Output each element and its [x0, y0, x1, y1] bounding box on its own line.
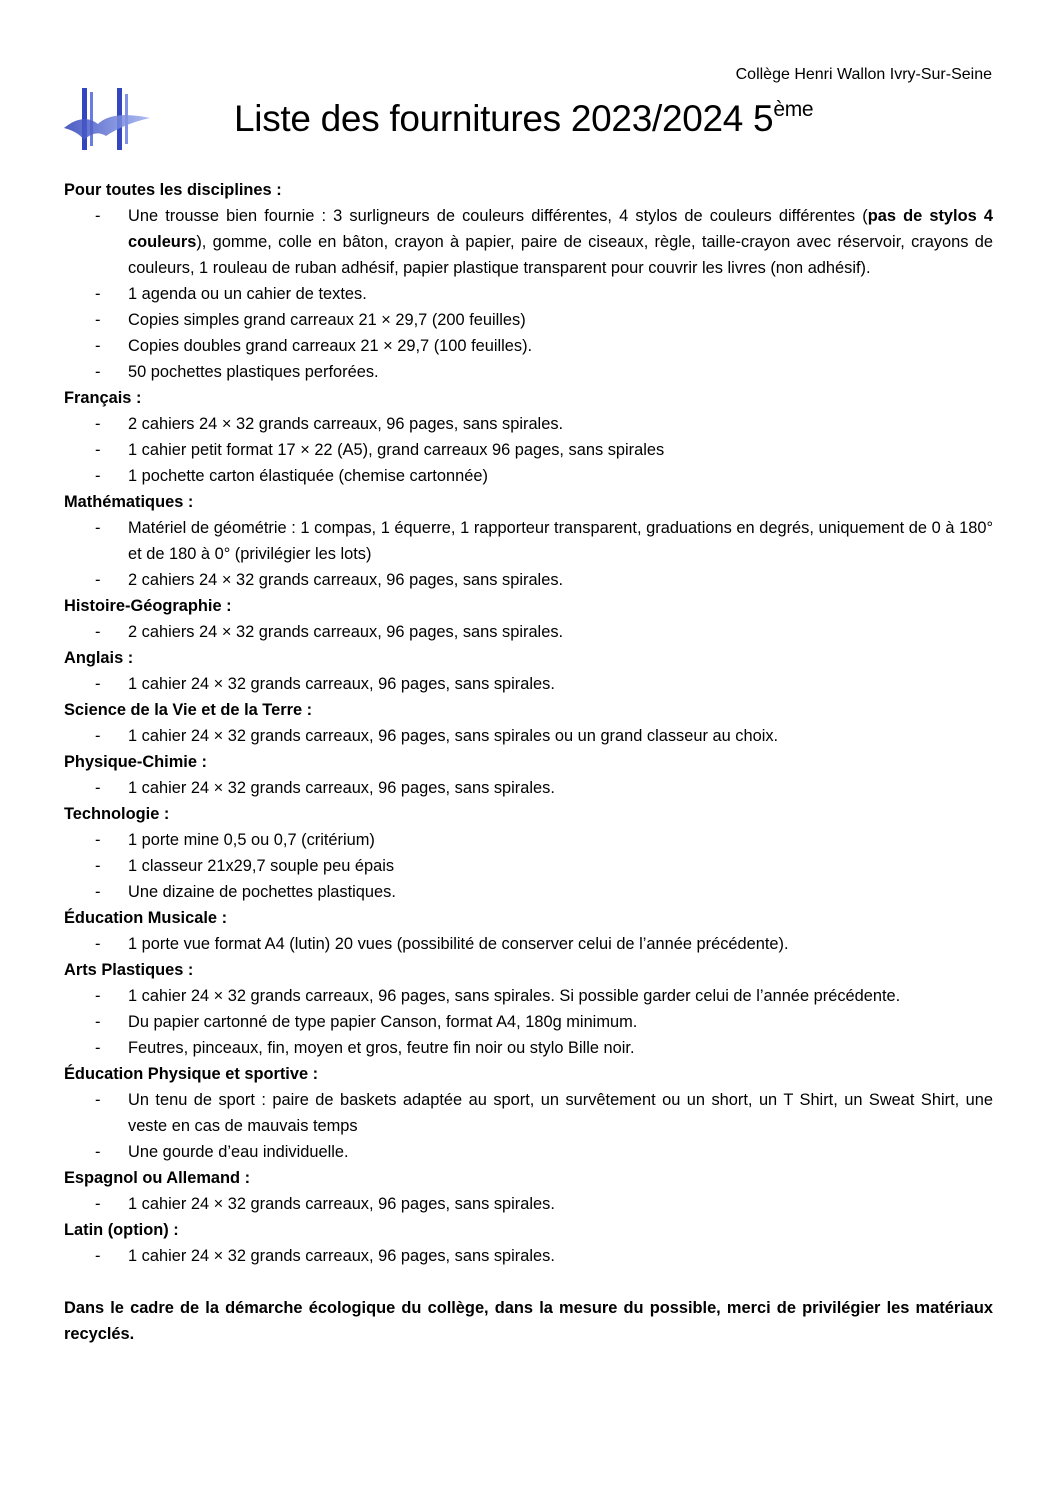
item-text: 1 agenda ou un cahier de textes. — [128, 285, 367, 303]
list-item — [64, 1243, 993, 1269]
subject-section — [64, 385, 993, 489]
item-text: 1 cahier 24 × 32 grands carreaux, 96 pages, sans spirales. — [128, 675, 555, 693]
item-text: 1 classeur 21x29,7 souple peu épais — [128, 857, 395, 875]
school-name: Collège Henri Wallon Ivry-Sur-Seine — [735, 66, 992, 83]
item-text: 2 cahiers 24 × 32 grands carreaux, 96 pages, sans spirales. — [128, 623, 564, 641]
subject-section — [64, 801, 993, 905]
emphasis-text: pas de stylos 4 couleurs — [128, 207, 993, 251]
supply-items — [64, 723, 993, 749]
item-text: 2 cahiers 24 × 32 grands carreaux, 96 pages, sans spirales. — [128, 415, 564, 433]
subject-section — [64, 489, 993, 593]
subject-section — [64, 905, 993, 957]
list-item — [64, 567, 993, 593]
page-title — [234, 98, 813, 140]
list-item — [64, 203, 993, 281]
item-text: Une dizaine de pochettes plastiques. — [128, 883, 396, 901]
item-text: 1 porte mine 0,5 ou 0,7 (critérium) — [128, 831, 375, 849]
list-item — [64, 1087, 993, 1139]
supply-items — [64, 1243, 993, 1269]
supply-items — [64, 411, 993, 489]
subject-title: Technologie : — [64, 805, 170, 823]
list-item — [64, 879, 993, 905]
supply-items — [64, 931, 993, 957]
subject-title: Éducation Physique et sportive : — [64, 1065, 319, 1083]
item-text: 50 pochettes plastiques perforées. — [128, 363, 379, 381]
list-item — [64, 437, 993, 463]
subject-section — [64, 1165, 993, 1217]
item-text: ), gomme, colle en bâton, crayon à papier, paire de ciseaux, règle, taille-crayon avec réservoir, crayons de couleurs, 1 rouleau de ruban adhésif, papier plastique transparent pour couvrir les livres (non adhésif). — [128, 233, 993, 277]
list-item — [64, 931, 993, 957]
subject-title: Latin (option) : — [64, 1221, 179, 1239]
subject-title: Mathématiques : — [64, 493, 194, 511]
item-text: 1 cahier 24 × 32 grands carreaux, 96 pages, sans spirales. Si possible garder celui de l’année précédente. — [128, 987, 901, 1005]
list-item — [64, 359, 993, 385]
supply-items — [64, 775, 993, 801]
supply-items — [64, 983, 993, 1061]
item-text: Feutres, pinceaux, fin, moyen et gros, feutre fin noir ou stylo Bille noir. — [128, 1039, 635, 1057]
item-text: 1 cahier 24 × 32 grands carreaux, 96 pages, sans spirales ou un grand classeur au choix. — [128, 727, 779, 745]
supply-items — [64, 1191, 993, 1217]
subject-section — [64, 645, 993, 697]
item-text: Une trousse bien fournie : 3 surligneurs de couleurs différentes, 4 stylos de couleurs différentes ( — [128, 207, 868, 225]
list-item — [64, 723, 993, 749]
title-text: Liste des fournitures 2023/2024 5 — [234, 98, 774, 139]
list-item — [64, 671, 993, 697]
supply-items — [64, 619, 993, 645]
item-text: Copies simples grand carreaux 21 × 29,7 (200 feuilles) — [128, 311, 526, 329]
list-item — [64, 1009, 993, 1035]
list-item — [64, 463, 993, 489]
list-item — [64, 1035, 993, 1061]
supply-items — [64, 1087, 993, 1165]
subject-section — [64, 957, 993, 1061]
supply-items — [64, 827, 993, 905]
item-text: 1 cahier petit format 17 × 22 (A5), grand carreaux 96 pages, sans spirales — [128, 441, 665, 459]
title-superscript: ème — [773, 98, 814, 121]
item-text: Du papier cartonné de type papier Canson, format A4, 180g minimum. — [128, 1013, 638, 1031]
subject-title: Physique-Chimie : — [64, 753, 207, 771]
supplies-list — [64, 177, 993, 1347]
item-text: 1 cahier 24 × 32 grands carreaux, 96 pages, sans spirales. — [128, 779, 555, 797]
item-text: Copies doubles grand carreaux 21 × 29,7 (100 feuilles). — [128, 337, 533, 355]
list-item — [64, 853, 993, 879]
list-item — [64, 411, 993, 437]
subject-title: Français : — [64, 389, 142, 407]
list-item — [64, 281, 993, 307]
school-logo-icon — [62, 88, 152, 150]
item-text: 1 pochette carton élastiquée (chemise cartonnée) — [128, 467, 488, 485]
subject-title: Arts Plastiques : — [64, 961, 194, 979]
supply-items — [64, 671, 993, 697]
item-text: Un tenu de sport : paire de baskets adaptée au sport, un survêtement ou un short, un T Shirt, un Sweat Shirt, une veste en cas de mauvais temps — [128, 1091, 993, 1135]
list-item — [64, 1139, 993, 1165]
subject-section — [64, 1217, 993, 1269]
subject-section — [64, 749, 993, 801]
list-item — [64, 619, 993, 645]
item-text: 1 cahier 24 × 32 grands carreaux, 96 pages, sans spirales. — [128, 1247, 555, 1265]
list-item — [64, 515, 993, 567]
item-text: Matériel de géométrie : 1 compas, 1 équerre, 1 rapporteur transparent, graduations en degrés, uniquement de 0 à 180° et de 180 à 0° (privilégier les lots) — [128, 519, 993, 563]
subject-section — [64, 697, 993, 749]
supply-items — [64, 515, 993, 593]
subject-title: Histoire-Géographie : — [64, 597, 232, 615]
list-item — [64, 1191, 993, 1217]
subject-section — [64, 593, 993, 645]
closing-note: Dans le cadre de la démarche écologique du collège, dans la mesure du possible, merci de privilégier les matériaux recyclés. — [64, 1299, 993, 1343]
list-item — [64, 827, 993, 853]
subject-title: Science de la Vie et de la Terre : — [64, 701, 313, 719]
list-item — [64, 333, 993, 359]
subject-section — [64, 177, 993, 385]
subject-title: Espagnol ou Allemand : — [64, 1169, 251, 1187]
list-item — [64, 307, 993, 333]
list-item — [64, 983, 993, 1009]
list-item — [64, 775, 993, 801]
item-text: 1 cahier 24 × 32 grands carreaux, 96 pages, sans spirales. — [128, 1195, 555, 1213]
item-text: Une gourde d’eau individuelle. — [128, 1143, 349, 1161]
item-text: 1 porte vue format A4 (lutin) 20 vues (possibilité de conserver celui de l’année précédente). — [128, 935, 789, 953]
supply-items — [64, 203, 993, 385]
item-text: 2 cahiers 24 × 32 grands carreaux, 96 pages, sans spirales. — [128, 571, 564, 589]
subject-title: Éducation Musicale : — [64, 909, 228, 927]
subject-title: Pour toutes les disciplines : — [64, 181, 282, 199]
subject-title: Anglais : — [64, 649, 134, 667]
subject-section — [64, 1061, 993, 1165]
